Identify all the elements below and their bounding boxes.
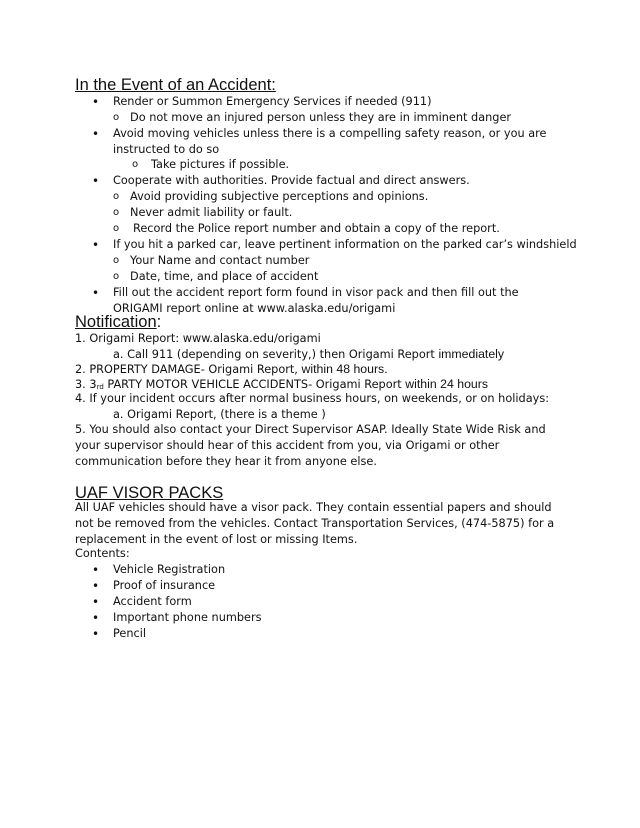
accident-item-3-sub-2: Never admit liability or fault. (130, 206, 293, 219)
bullet-icon: • (92, 95, 100, 109)
bullet-icon: • (92, 595, 100, 609)
circle-bullet-icon: o (113, 191, 120, 202)
notification-line-1a-emphasis: immediately (438, 347, 505, 361)
circle-bullet-icon: o (113, 207, 120, 218)
notification-line-1a-text: a. Call 911 (depending on severity,) then Origami Report (113, 348, 439, 361)
circle-bullet-icon: o (113, 271, 120, 282)
accident-item-1: Render or Summon Emergency Services if needed (911) (113, 95, 432, 108)
bullet-icon: • (92, 238, 100, 252)
notification-line-2-emphasis: within 48 hours. (301, 362, 388, 376)
circle-bullet-icon: o (132, 159, 139, 170)
visor-item-2: Proof of insurance (113, 579, 216, 592)
notification-line-1: 1. Origami Report: www.alaska.edu/origami (75, 332, 321, 345)
bullet-icon: • (92, 563, 100, 577)
visor-heading: UAF VISOR PACKS (75, 484, 224, 502)
bullet-icon: • (92, 627, 100, 641)
bullet-icon: • (92, 127, 100, 141)
notification-heading (75, 313, 161, 331)
accident-item-4: If you hit a parked car, leave pertinent information on the parked car’s windshield (113, 238, 577, 251)
circle-bullet-icon: o (113, 223, 120, 234)
notification-line-3-num: 3. 3 (75, 378, 97, 391)
visor-item-5: Pencil (113, 627, 147, 640)
circle-bullet-icon: o (113, 255, 120, 266)
notification-line-2-text: 2. PROPERTY DAMAGE- Origami Report, (75, 363, 302, 376)
visor-item-1: Vehicle Registration (113, 563, 226, 576)
bullet-icon: • (92, 611, 100, 625)
visor-contents-label: Contents: (75, 547, 130, 560)
notification-line-3-emphasis: within 24 hours (405, 377, 488, 391)
accident-item-4-sub-2: Date, time, and place of accident (130, 270, 319, 283)
accident-item-2-sub-1: Take pictures if possible. (151, 158, 290, 171)
accident-item-3-sub-3: Record the Police report number and obtain a copy of the report. (133, 222, 500, 235)
accident-item-5: Fill out the accident report form found in visor pack and then fill out the ORIGAMI report online at www.alaska.edu/origami (113, 286, 519, 315)
notification-line-5: 5. You should also contact your Direct Supervisor ASAP. Ideally State Wide Risk and your supervisor should hear of this accident from you, via Origami or other communication before they hear it from anyone else. (75, 423, 546, 468)
notification-line-3-text: PARTY MOTOR VEHICLE ACCIDENTS- Origami Report (103, 378, 406, 391)
visor-paragraph: All UAF vehicles should have a visor pack. They contain essential papers and should not be removed from the vehicles. Contact Transportation Services, (474-5875) for a replacement in the event of lost or missing Items. (75, 501, 555, 546)
accident-item-3: Cooperate with authorities. Provide factual and direct answers. (113, 174, 470, 187)
notification-line-4a: a. Origami Report, (there is a theme ) (113, 408, 326, 421)
accident-item-4-sub-1: Your Name and contact number (130, 254, 310, 267)
circle-bullet-icon: o (113, 112, 120, 123)
bullet-icon: • (92, 174, 100, 188)
visor-item-3: Accident form (113, 595, 192, 608)
notification-line-3-sup: rd (96, 383, 104, 391)
bullet-icon: • (92, 286, 100, 300)
bullet-icon: • (92, 579, 100, 593)
accident-item-1-sub-1: Do not move an injured person unless they are in imminent danger (130, 111, 512, 124)
notification-line-4: 4. If your incident occurs after normal business hours, on weekends, or on holidays: (75, 392, 550, 405)
visor-item-4: Important phone numbers (113, 611, 262, 624)
accident-item-3-sub-1: Avoid providing subjective perceptions and opinions. (130, 190, 429, 203)
notification-heading-colon: : (156, 313, 162, 331)
accident-heading: In the Event of an Accident: (75, 76, 276, 94)
notification-heading-text: Notification (75, 313, 157, 331)
accident-item-2: Avoid moving vehicles unless there is a compelling safety reason, or you are instructed to do so (113, 127, 547, 156)
